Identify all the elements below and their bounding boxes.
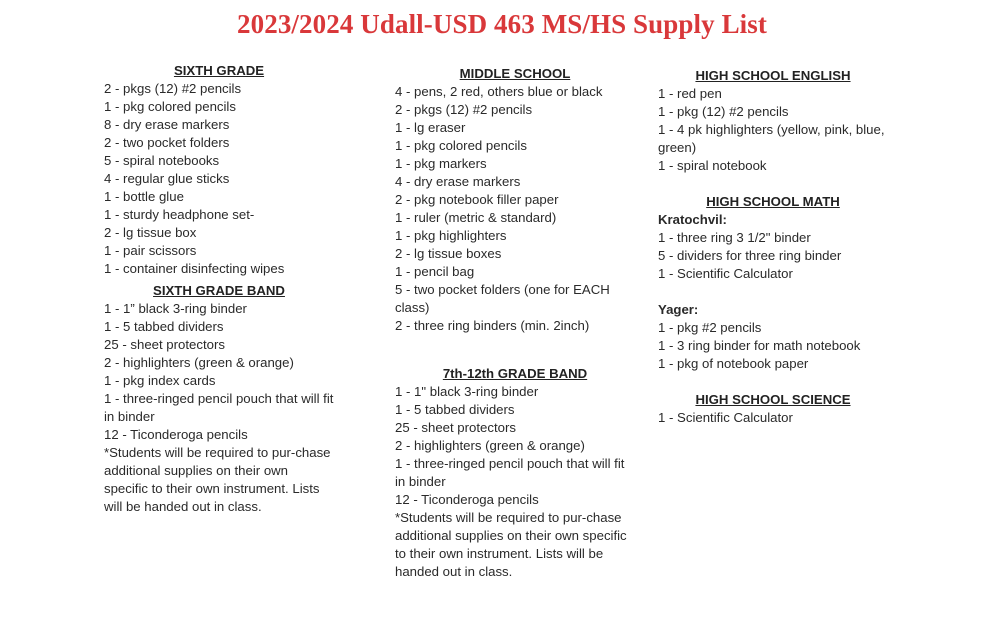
section-hs-english bbox=[658, 67, 888, 175]
list-item: 2 - three ring binders (min. 2inch) bbox=[395, 318, 590, 333]
section-heading: MIDDLE SCHOOL bbox=[459, 66, 571, 81]
column-right bbox=[658, 67, 888, 427]
list-item: 5 - dividers for three ring binder bbox=[658, 248, 842, 263]
list-item: 2 - lg tissue boxes bbox=[395, 246, 502, 261]
list-item: 2 - highlighters (green & orange) bbox=[395, 438, 585, 453]
section-7th-12th-band bbox=[395, 365, 635, 581]
band-note: *Students will be required to pur-chase additional supplies on their own specific to their own instrument. Lists will be handed out in class. bbox=[395, 510, 627, 579]
list-item: 1 - Scientific Calculator bbox=[658, 410, 793, 425]
list-item: 1 - bottle glue bbox=[104, 189, 184, 204]
list-item: 2 - pkgs (12) #2 pencils bbox=[104, 81, 242, 96]
list-item: 1 - 5 tabbed dividers bbox=[395, 402, 515, 417]
list-item: 5 - two pocket folders (one for EACH class) bbox=[395, 282, 610, 315]
list-item: 1 - three-ringed pencil pouch that will fit in binder bbox=[395, 456, 625, 489]
list-item: 25 - sheet protectors bbox=[104, 337, 225, 352]
list-item: 1 - pkg (12) #2 pencils bbox=[658, 104, 789, 119]
list-item: 1 - 4 pk highlighters (yellow, pink, blue, green) bbox=[658, 122, 885, 155]
section-heading: HIGH SCHOOL SCIENCE bbox=[695, 392, 851, 407]
column-left bbox=[104, 62, 334, 516]
list-item: 2 - pkg notebook filler paper bbox=[395, 192, 559, 207]
list-item: 12 - Ticonderoga pencils bbox=[395, 492, 539, 507]
list-item: 1 - pair scissors bbox=[104, 243, 197, 258]
list-item: 1 - pkg #2 pencils bbox=[658, 320, 762, 335]
list-item: 12 - Ticonderoga pencils bbox=[104, 427, 248, 442]
list-item: 1 - pkg colored pencils bbox=[395, 138, 527, 153]
list-item: 1 - 3 ring binder for math notebook bbox=[658, 338, 861, 353]
teacher-name: Kratochvil: bbox=[658, 212, 727, 227]
section-heading: SIXTH GRADE bbox=[173, 63, 265, 78]
list-item: 1 - sturdy headphone set- bbox=[104, 207, 255, 222]
list-item: 1 - container disinfecting wipes bbox=[104, 261, 285, 276]
list-item: 5 - spiral notebooks bbox=[104, 153, 220, 168]
section-middle-school bbox=[395, 65, 635, 335]
list-item: 2 - lg tissue box bbox=[104, 225, 197, 240]
section-heading: SIXTH GRADE BAND bbox=[153, 283, 285, 298]
list-item: 25 - sheet protectors bbox=[395, 420, 516, 435]
list-item: 1 - 1" black 3-ring binder bbox=[395, 384, 539, 399]
section-sixth-grade-band bbox=[104, 282, 334, 516]
list-item: 1 - 1” black 3-ring binder bbox=[104, 301, 247, 316]
list-item: 1 - three-ringed pencil pouch that will fit in binder bbox=[104, 391, 334, 424]
section-hs-math bbox=[658, 193, 888, 373]
list-item: 4 - dry erase markers bbox=[395, 174, 521, 189]
section-hs-science bbox=[658, 391, 888, 427]
list-item: 1 - pkg of notebook paper bbox=[658, 356, 809, 371]
teacher-name: Yager: bbox=[658, 302, 699, 317]
section-heading: 7th-12th GRADE BAND bbox=[442, 366, 588, 381]
list-item: 2 - two pocket folders bbox=[104, 135, 230, 150]
list-item: 1 - pkg index cards bbox=[104, 373, 216, 388]
column-middle bbox=[395, 65, 635, 581]
section-sixth-grade bbox=[104, 62, 334, 278]
list-item: 1 - ruler (metric & standard) bbox=[395, 210, 557, 225]
list-item: 1 - pkg highlighters bbox=[395, 228, 507, 243]
list-item: 1 - pkg markers bbox=[395, 156, 487, 171]
list-item: 1 - Scientific Calculator bbox=[658, 266, 793, 281]
band-note: *Students will be required to pur-chase additional supplies on their own specific to their own instrument. Lists will be handed out in class. bbox=[104, 445, 331, 514]
list-item: 1 - three ring 3 1/2" binder bbox=[658, 230, 811, 245]
list-item: 2 - pkgs (12) #2 pencils bbox=[395, 102, 533, 117]
list-item: 4 - regular glue sticks bbox=[104, 171, 230, 186]
list-item: 1 - red pen bbox=[658, 86, 722, 101]
list-item: 1 - 5 tabbed dividers bbox=[104, 319, 224, 334]
list-item: 1 - pencil bag bbox=[395, 264, 475, 279]
document-title: 2023/2024 Udall-USD 463 MS/HS Supply List bbox=[237, 9, 767, 39]
list-item: 1 - lg eraser bbox=[395, 120, 466, 135]
list-item: 1 - spiral notebook bbox=[658, 158, 767, 173]
section-heading: HIGH SCHOOL ENGLISH bbox=[695, 68, 851, 83]
section-heading: HIGH SCHOOL MATH bbox=[706, 194, 840, 209]
list-item: 2 - highlighters (green & orange) bbox=[104, 355, 294, 370]
list-item: 4 - pens, 2 red, others blue or black bbox=[395, 84, 603, 99]
list-item: 8 - dry erase markers bbox=[104, 117, 230, 132]
list-item: 1 - pkg colored pencils bbox=[104, 99, 236, 114]
